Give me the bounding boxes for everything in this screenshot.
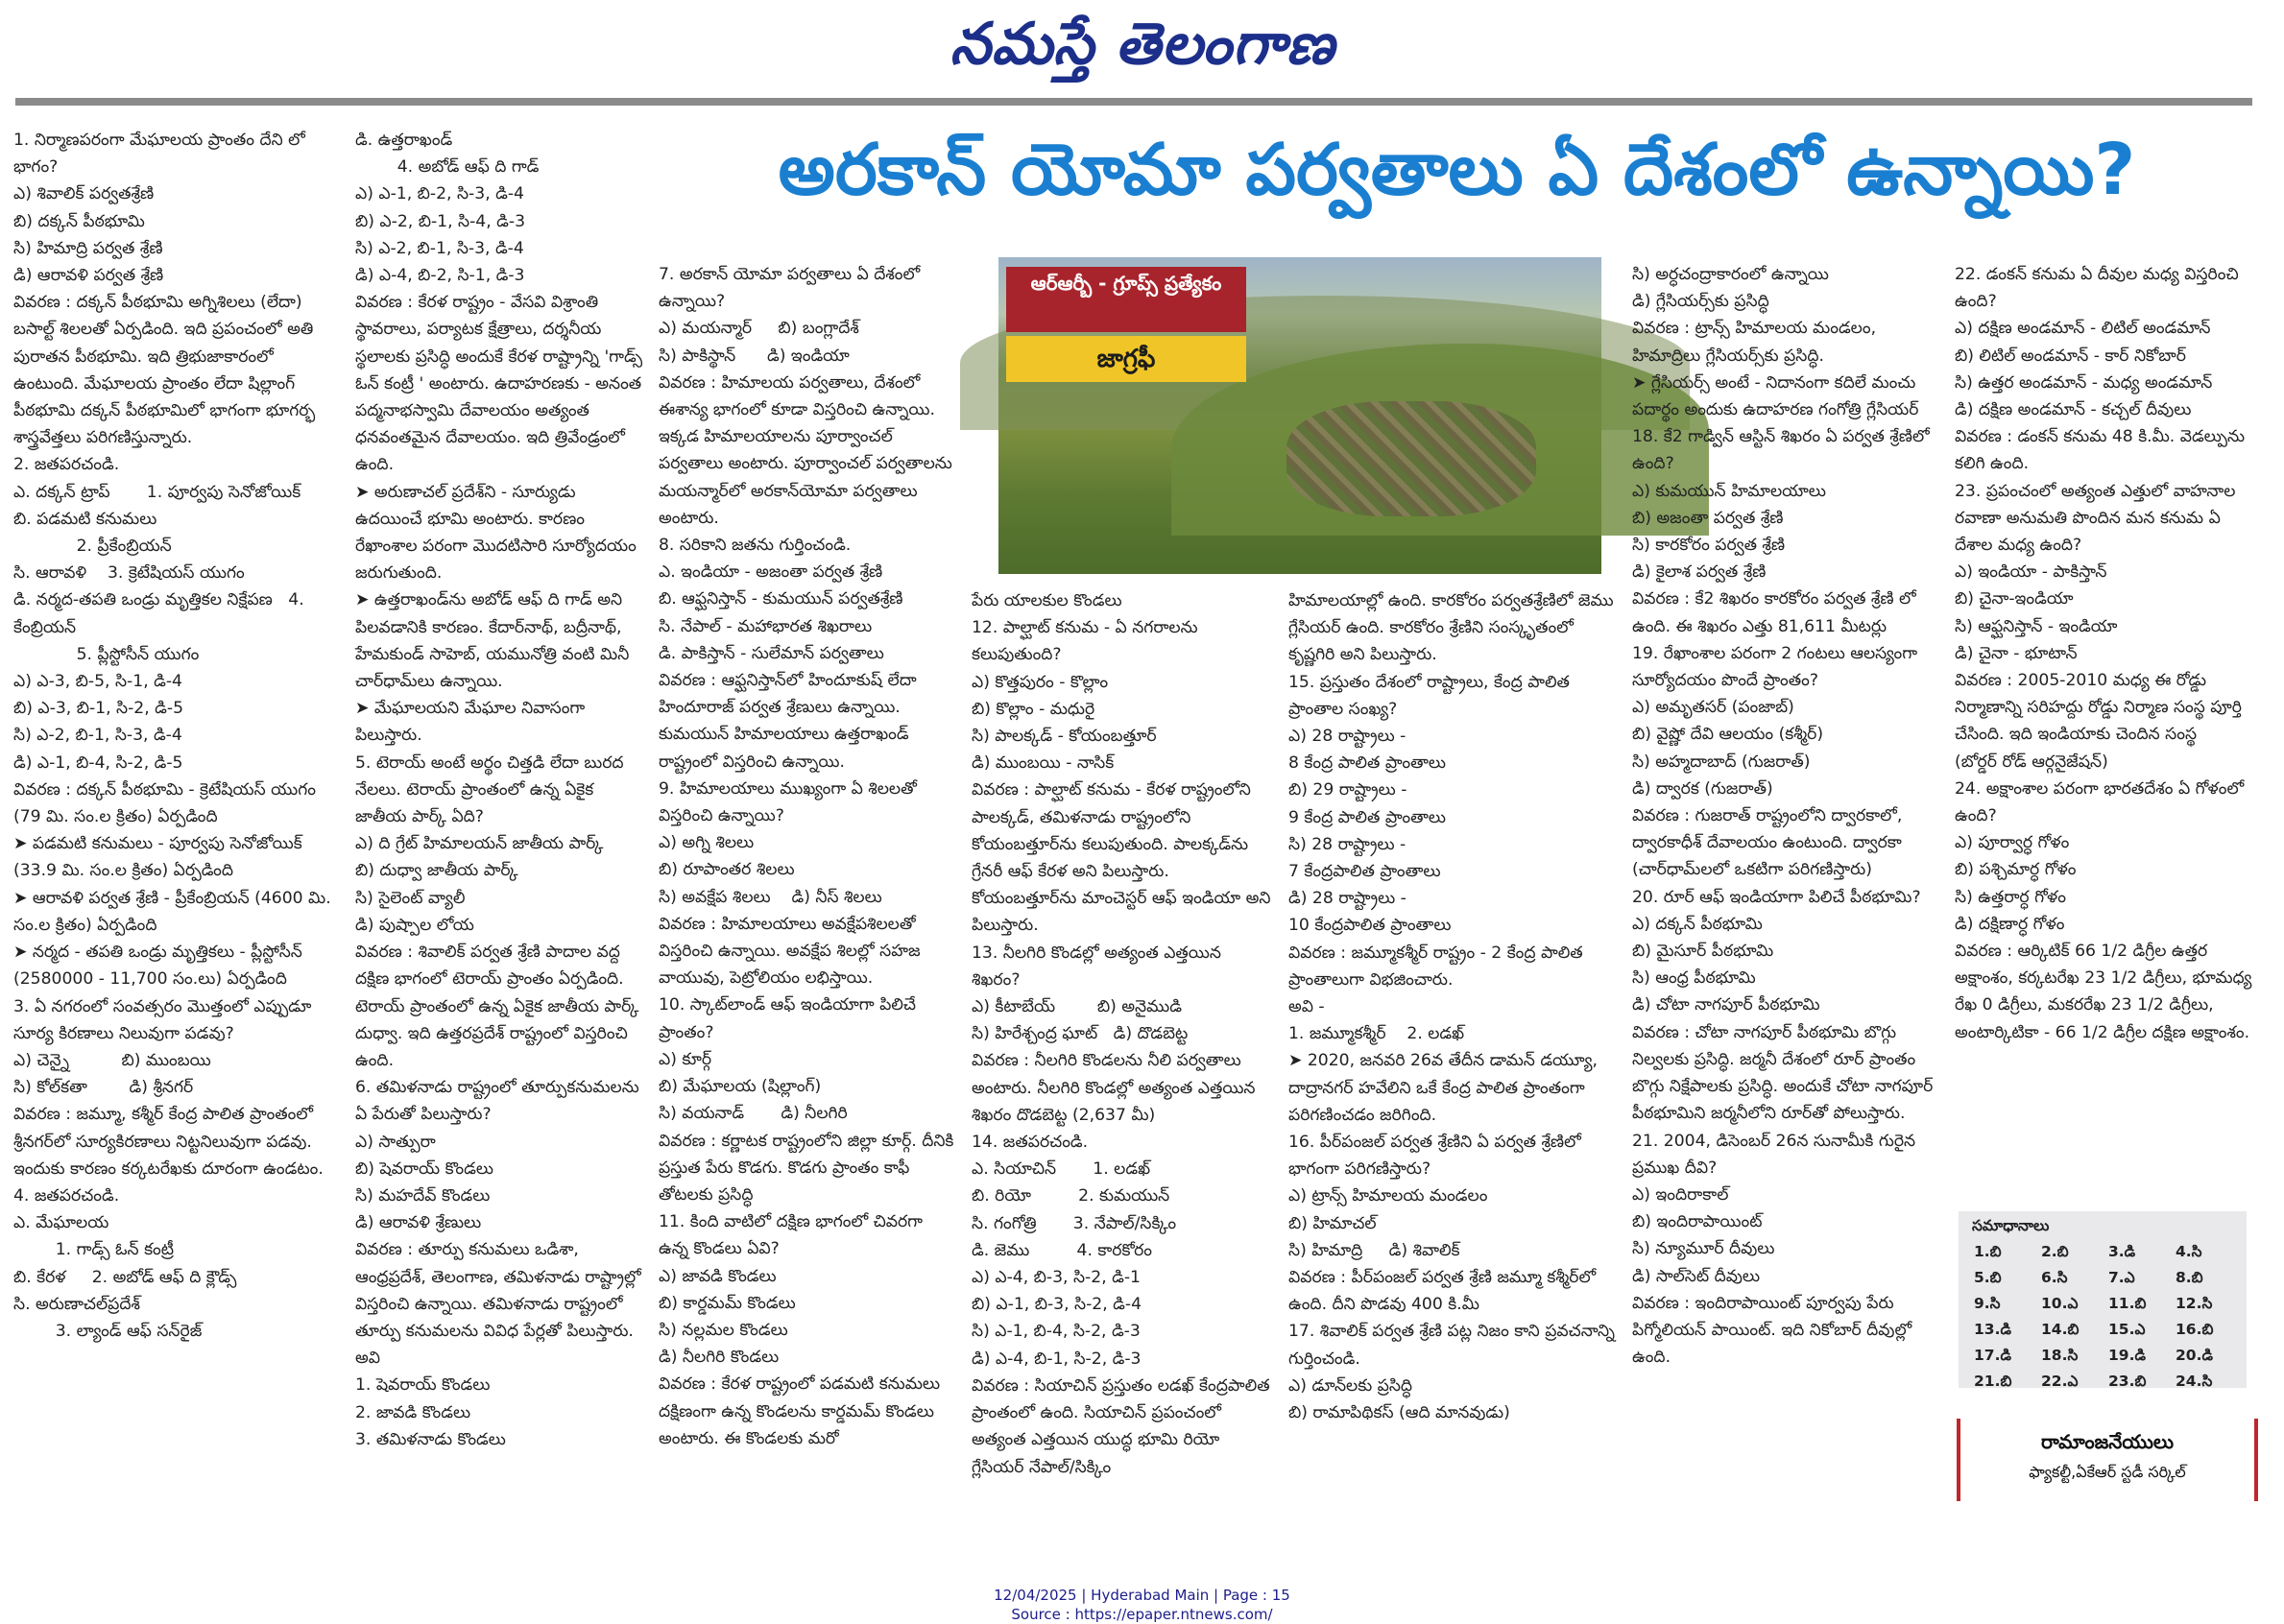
- answer-cell: 18.సి: [2041, 1346, 2079, 1364]
- column-text-line: 23. ప్రపంచంలో అత్యంత ఎత్తులో వాహనాల రవాణా అనుమతి పొందిన మన కనుమ ఏ దేశాల మధ్య ఉంది?: [1955, 481, 2241, 556]
- column-text-line: సి) ఎ-1, బి-4, సి-2, డి-3: [972, 1322, 1141, 1342]
- answer-cell: 1.బి: [1974, 1242, 2002, 1260]
- answer-cell: 19.డి: [2108, 1346, 2146, 1364]
- column-text-line: ➤ ఆరావళి పర్వత శ్రేణి - ప్రీకేంబ్రియన్ (4600 మి. సం.ల క్రితం) ఏర్పడింది: [13, 888, 337, 935]
- column-text-line: (బోర్డర్ రోడ్ ఆర్గనైజేషన్): [1955, 752, 2108, 772]
- column-text-line: బి) దక్కన్ పీఠభూమి: [13, 211, 145, 231]
- column-text-line: బి) దుధ్వా జాతీయ పార్క్: [355, 861, 518, 881]
- column-text-line: బి) ఎ-1, బి-3, సి-2, డి-4: [972, 1295, 1142, 1315]
- column-text-line: వివరణ : 2005-2010 మధ్య ఈ రోడ్డు నిర్మాణాన్ని సరిహద్దు రోడ్డు నిర్మాణ సంస్థ పూర్తి చేసింది. ఇది ఇండియాకు చెందిన సంస్థ: [1955, 671, 2248, 745]
- column-text-line: ఎ) కూర్గ్: [659, 1049, 712, 1069]
- column-text-line: డి) కైలాశ పర్వత శ్రేణి: [1632, 562, 1767, 583]
- column-text-line: ఎ) దక్కన్ పీఠభూమి: [1632, 914, 1763, 934]
- column-text-line: 24. అక్షాంశాల పరంగా భారతదేశం ఏ గోళంలో ఉంది?: [1955, 778, 2249, 826]
- section-tag: ఆర్ఆర్బీ - గ్రూప్స్ ప్రత్యేకం: [1006, 267, 1246, 332]
- column-text-line: ఎ) సాత్పురా: [355, 1132, 436, 1152]
- column-text-line: బి. కేరళ 2. అబోడ్ ఆఫ్ ది క్లౌడ్స్: [13, 1267, 237, 1287]
- column-text-line: 10. స్కాట్‌లాండ్ ఆఫ్ ఇండియాగా పిలిచే ప్రాంతం?: [659, 995, 922, 1042]
- column-text-line: 17. శివాలిక్ పర్వత శ్రేణి పట్ల నిజం కాని ప్రవచనాన్ని గుర్తించండి.: [1288, 1322, 1621, 1369]
- article-column-7: [1955, 261, 2257, 1211]
- column-text-line: డి) సాల్‌సెట్ దీవులు: [1632, 1266, 1761, 1286]
- column-text-line: డి) చోటా నాగపూర్ పీఠభూమి: [1632, 995, 1820, 1015]
- page-headline: అరకాన్ యోమా పర్వతాలు ఏ దేశంలో ఉన్నాయి?: [778, 129, 2136, 211]
- column-text-line: డి. ఉత్తరాఖండ్: [355, 131, 453, 150]
- column-text-line: బి) అజంతా పర్వత శ్రేణి: [1632, 508, 1784, 528]
- column-text-line: హిమాలయాల్లో ఉంది. కారకోరం పర్వతశ్రేణిలో జెము గ్లేసియర్ ఉంది. కారకోరం శ్రేణిని సంస్కృతంలో కృష్ణగిరి అని పిలుస్తారు.: [1288, 591, 1620, 665]
- column-text-line: బి) షెవరాయ్ కొండలు: [355, 1158, 493, 1179]
- column-text-line: 1. నిర్మాణపరంగా మేఘాలయ ప్రాంతం దేని లో భాగం?: [13, 131, 311, 178]
- column-text-line: 9. హిమాలయాలు ముఖ్యంగా ఏ శిలలతో విస్తరించి ఉన్నాయి?: [659, 778, 923, 826]
- article-column-2: [355, 127, 648, 1490]
- column-text-line: సి) ఉత్తర అండమాన్ - మధ్య అండమాన్: [1955, 372, 2213, 393]
- column-text-line: బి) రూపాంతర శిలలు: [659, 860, 795, 880]
- column-text-line: డి) ఆరావళి శ్రేణులు: [355, 1213, 482, 1233]
- author-credit: [1957, 1419, 2258, 1501]
- column-text-line: ఎ) అమృతసర్ (పంజాబ్): [1632, 698, 1794, 718]
- column-text-line: 1. గాడ్స్ ఓన్ కంట్రీ: [13, 1240, 175, 1260]
- column-text-line: వివరణ : దక్కన్ పీఠభూమి అగ్నిశిలలు (లేదా) బసాల్ట్ శిలలతో ఏర్పడింది. ఇది ప్రపంచంలో అతి పురాతన పీఠభూమి. ఇది త్రిభుజాకారంలో ఉంటుంది. మేఘాలయ ప్రాంతం లేదా షిల్లాంగ్ పీఠభూమి దక్కన్ పీఠభూమిలో భాగంగా భూగర్భ శాస్త్రవేత్తలు పరిగణిస్తున్నారు.: [13, 293, 321, 448]
- column-text-line: సి) వయనాడ్ డి) నీలగిరి: [659, 1104, 848, 1124]
- column-text-line: 5. ప్లీస్టోసీన్ యుగం: [13, 644, 200, 664]
- column-text-line: బి) 29 రాష్ట్రాలు -: [1288, 780, 1407, 800]
- column-text-line: వివరణ : దక్కన్ పీఠభూమి - క్రెటేషియస్ యుగం (79 మి. సం.ల క్రితం) ఏర్పడింది: [13, 779, 322, 827]
- answer-cell: 16.బి: [2176, 1320, 2214, 1338]
- column-text-line: ➤ 2020, జనవరి 26వ తేదీన డామన్ డయ్యూ, దాద్రానగర్ హవేలిని ఒకే కేంద్ర పాలిత ప్రాంతంగా పరిగణించడం జరిగింది.: [1288, 1051, 1603, 1125]
- column-text-line: బి. పడమటి కనుమలు: [13, 509, 157, 529]
- column-text-line: అవి -: [1288, 997, 1325, 1017]
- column-text-line: ఎ) డూన్‌లకు ప్రసిద్ధి: [1288, 1375, 1413, 1396]
- column-text-line: సి) హిరేశ్చంద్ర ఘాట్ డి) దొడబెట్ట: [972, 1024, 1189, 1044]
- column-text-line: 4. జతపరచండి.: [13, 1185, 120, 1206]
- column-text-line: వివరణ : డంకన్ కనుమ 48 కి.మీ. వెడల్పును కలిగి ఉంది.: [1955, 427, 2250, 474]
- column-text-line: బి) చైనా-ఇండియా: [1955, 589, 2074, 609]
- column-text-line: డి) ముంబయి - నాసిక్: [972, 753, 1115, 774]
- column-text-line: సి. నేపాల్ - మహాభారత శిఖరాలు: [659, 616, 873, 636]
- column-text-line: 8. సరికాని జతను గుర్తించండి.: [659, 536, 852, 556]
- column-text-line: 7 కేంద్రపాలిత ప్రాంతాలు: [1288, 862, 1441, 882]
- column-text-line: డి. జెము 4. కారకోరం: [972, 1240, 1152, 1260]
- answer-row: [1974, 1318, 2243, 1344]
- column-text-line: ➤ ఉత్తరాఖండ్‌ను అబోడ్ ఆఫ్ ది గాడ్ అని పిలవడానికి కారణం. కేదార్‌నాథ్, బద్రీనాథ్, హేమకుండ్ సాహెబ్, యమునోత్రి వంటి మినీ చార్‌ధామ్‌లు ఉన్నాయి.: [355, 590, 635, 692]
- column-text-line: సి) సైలెంట్ వ్యాలీ: [355, 888, 466, 908]
- column-text-line: ఎ) శివాలిక్ పర్వతశ్రేణి: [13, 184, 155, 204]
- column-text-line: 7. అరకాన్ యోమా పర్వతాలు ఏ దేశంలో ఉన్నాయి?: [659, 265, 926, 312]
- column-text-line: సి) అవక్షేప శిలలు డి) నీస్ శిలలు: [659, 887, 882, 907]
- column-text-line: ఎ) 28 రాష్ట్రాలు -: [1288, 727, 1406, 747]
- column-text-line: డి) ఎ-4, బి-1, సి-2, డి-3: [972, 1349, 1142, 1369]
- column-text-line: వివరణ : శివాలిక్ పర్వత శ్రేణి పాదాల వద్ద దక్షిణ భాగంలో టెరాయ్ ప్రాంతం ఏర్పడింది. టెరాయ్ ప్రాంతంలో ఉన్న ఏకైక జాతీయ పార్క్ దుధ్వా. ఇది ఉత్తరప్రదేశ్ రాష్ట్రంలో విస్తరించి ఉంది.: [355, 943, 644, 1070]
- column-text-line: 1. జమ్మూకశ్మీర్ 2. లడఖ్: [1288, 1024, 1465, 1044]
- column-text-line: ఎ) మయన్మార్ బి) బంగ్లాదేశ్: [659, 319, 859, 339]
- column-text-line: డి) నీలగిరి కొండలు: [659, 1348, 780, 1368]
- column-text-line: 16. పీర్‌పంజల్ పర్వత శ్రేణిని ఏ పర్వత శ్రేణిలో భాగంగా పరిగణిస్తారు?: [1288, 1133, 1587, 1180]
- column-text-line: బి) వైష్ణో దేవి ఆలయం (కశ్మీర్): [1632, 725, 1824, 745]
- column-text-line: 21. 2004, డిసెంబర్ 26న సునామీకి గురైన ప్రముఖ దీవి?: [1632, 1131, 1921, 1178]
- column-text-line: సి) ఎ-2, బి-1, సి-3, డి-4: [355, 238, 524, 258]
- column-text-line: సి) ఉత్తరార్ధ గోళం: [1955, 887, 2066, 907]
- answer-cell: 11.బి: [2108, 1294, 2147, 1312]
- answer-row: [1974, 1240, 2243, 1266]
- answer-cell: 7.ఎ: [2108, 1268, 2135, 1286]
- answer-cell: 10.ఎ: [2041, 1294, 2079, 1312]
- column-text-line: ➤ పడమటి కనుమలు - పూర్వపు సెనోజోయిక్ (33.9 మి. సం.ల క్రితం) ఏర్పడింది: [13, 834, 308, 881]
- answer-cell: 9.సి: [1974, 1294, 2001, 1312]
- column-text-line: సి) హిమాద్రి డి) శివాలిక్: [1288, 1240, 1460, 1260]
- column-text-line: ➤ అరుణాచల్ ప్రదేశ్‌ని - సూర్యుడు ఉదయించే భూమి అంటారు. కారణం రేఖాంశాల పరంగా మొదటిసారి సూర్యోదయం జరుగుతుంది.: [355, 482, 642, 584]
- column-text-line: ➤ నర్మద - తపతి ఒండ్రు మృత్తికలు - ప్లీస్టోసీన్ (2580000 - 11,700 సం.లు) ఏర్పడింది: [13, 943, 308, 990]
- column-text-line: వివరణ : సియాచిన్ ప్రస్తుతం లడఖ్ కేంద్రపాలిత ప్రాంతంలో ఉంది. సియాచిన్ ప్రపంచంలో అత్యంత ఎత్తయిన యుద్ధ భూమి రియో గ్లేసియర్ నేపాల్/సిక్కిం: [972, 1375, 1276, 1477]
- masthead: [0, 0, 2284, 88]
- column-text-line: 2. జావడి కొండలు: [355, 1402, 471, 1422]
- column-text-line: బి) మేఘాలయ (షిల్లాంగ్): [659, 1077, 822, 1097]
- column-text-line: ➤ గ్లేసియర్స్ అంటే - నిదానంగా కదిలే మంచు పదార్థం అందుకు ఉదాహరణ గంగోత్రి గ్లేసియర్: [1632, 372, 1921, 420]
- column-text-line: డి. పాకిస్తాన్ - సులేమాన్ పర్వతాలు: [659, 643, 884, 663]
- column-text-line: డి) ఎ-4, బి-2, సి-1, డి-3: [355, 266, 525, 286]
- column-text-line: వివరణ : తూర్పు కనుమలు ఒడిశా, ఆంధ్రప్రదేశ్, తెలంగాణ, తమిళనాడు రాష్ట్రాల్లో విస్తరించి ఉన్నాయి. తమిళనాడు రాష్ట్రంలో తూర్పు కనుమలను వివిధ పేర్లతో పిలుస్తారు. అవి: [355, 1240, 647, 1369]
- column-text-line: 15. ప్రస్తుతం దేశంలో రాష్ట్రాలు, కేంద్ర పాలిత ప్రాంతాల సంఖ్య?: [1288, 672, 1575, 719]
- column-text-line: ఎ. సియాచిన్ 1. లడఖ్: [972, 1159, 1151, 1180]
- answer-cell: 24.సి: [2176, 1372, 2213, 1390]
- column-text-line: 5. టెరాయ్ అంటే అర్థం చిత్తడి లేదా బురద నేలలు. టెరాయ్ ప్రాంతంలో ఉన్న ఏకైక జాతీయ పార్క్ ఏది?: [355, 752, 629, 827]
- answer-row: [1974, 1344, 2243, 1370]
- column-text-line: సి) కారకోరం పర్వత శ్రేణి: [1632, 536, 1786, 556]
- column-text-line: ఎ. ఇండియా - అజంతా పర్వత శ్రేణి: [659, 562, 883, 583]
- column-text-line: వివరణ : ఇందిరాపాయింట్ పూర్వపు పేరు పిగ్మోలియన్ పాయింట్. ఇది నికోబార్ దీవుల్లో ఉంది.: [1632, 1293, 1917, 1368]
- answer-cell: 12.సి: [2176, 1294, 2213, 1312]
- column-text-line: బి) పశ్చిమార్ధ గోళం: [1955, 860, 2077, 880]
- column-text-line: 1. షెవరాయ్ కొండలు: [355, 1375, 491, 1396]
- column-text-line: డి) ఎ-1, బి-4, సి-2, డి-5: [13, 752, 183, 773]
- column-text-line: 13. నీలగిరి కొండల్లో అత్యంత ఎత్తయిన శిఖరం?: [972, 943, 1227, 990]
- column-text-line: వివరణ : చోటా నాగపూర్ పీఠభూమి బొగ్గు నిల్వలకు ప్రసిద్ధి. జర్మనీ దేశంలో రూర్ ప్రాంతం బొగ్గు నిక్షేపాలకు ప్రసిద్ధి. అందుకే చోటా నాగపూర్ పీఠభూమిని జర్మనీలోని రూర్‌తో పోలుస్తారు.: [1632, 1022, 1938, 1124]
- column-text-line: 2. ప్రీకేంబ్రియన్: [13, 537, 172, 557]
- masthead-rule: [15, 98, 2252, 106]
- column-text-line: 11. కింది వాటిలో దక్షిణ భాగంలో చివరగా ఉన్న కొండలు ఏవి?: [659, 1212, 928, 1259]
- column-text-line: సి) ఆఫ్ఘనిస్తాన్ - ఇండియా: [1955, 616, 2118, 636]
- column-text-line: వివరణ : హిమాలయ పర్వతాలు, దేశంలో ఈశాన్య భాగంలో కూడా విస్తరించి ఉన్నాయి. ఇక్కడ హిమాలయాలను పూర్వాంచల్ పర్వతాలు అంటారు. పూర్వాంచల్ పర్వతాలను మయన్మార్‌లో అరకాన్‌యోమా పర్వతాలు అంటారు.: [659, 372, 958, 528]
- column-text-line: వివరణ : గుజరాత్ రాష్ట్రంలోని ద్వారకాలో, ద్వారకాధీశ్ దేవాలయం ఉంటుంది. ద్వారకా (చార్‌ధామ్‌లలో ఒకటిగా పరిగణిస్తారు): [1632, 806, 1908, 880]
- column-text-line: వివరణ : నీలగిరి కొండలను నీలి పర్వతాలు అంటారు. నీలగిరి కొండల్లో అత్యంత ఎత్తయిన శిఖరం దొడబెట్ట (2,637 మీ): [972, 1051, 1261, 1125]
- column-text-line: సి) పాలక్కడ్ - కోయంబత్తూర్: [972, 727, 1157, 747]
- answer-cell: 2.బి: [2041, 1242, 2069, 1260]
- column-text-line: 3. ల్యాండ్ ఆఫ్ సన్‌రైజ్: [13, 1321, 203, 1341]
- column-text-line: వివరణ : జమ్మూకశ్మీర్ రాష్ట్రం - 2 కేంద్ర పాలిత ప్రాంతాలుగా విభజించారు.: [1288, 943, 1589, 990]
- column-text-line: డి) గ్లేసియర్స్‌కు ప్రసిద్ధి: [1632, 292, 1769, 312]
- column-text-line: ఎ) పూర్వార్ధ గోళం: [1955, 833, 2070, 853]
- column-text-line: వివరణ : ఆర్కిటిక్ 66 1/2 డిగ్రీల ఉత్తర అక్షాంశం, కర్కటరేఖ 23 1/2 డిగ్రీలు, భూమధ్య రేఖ 0 డిగ్రీలు, మకరరేఖ 23 1/2 డిగ్రీలు, అంటార్కిటికా - 66 1/2 డిగ్రీల దక్షిణ అక్షాంశం.: [1955, 942, 2257, 1042]
- column-text-line: వివరణ : కర్ణాటక రాష్ట్రంలోని జిల్లా కూర్గ్. దీనికి ప్రస్తుత పేరు కొడగు. కొడగు ప్రాంతం కాఫీ తోటలకు ప్రసిద్ధి: [659, 1131, 959, 1205]
- column-text-line: డి) దక్షిణ అండమాన్ - కచ్చల్ దీవులు: [1955, 400, 2192, 420]
- column-text-line: 2. జతపరచండి.: [13, 455, 120, 475]
- column-text-line: ఎ) అగ్ని శిలలు: [659, 833, 755, 853]
- answer-key-table: [1974, 1240, 2243, 1396]
- column-text-line: ఎ) దక్షిణ అండమాన్ - లిటిల్ అండమాన్: [1955, 319, 2211, 339]
- answer-cell: 4.సి: [2176, 1242, 2202, 1260]
- author-name: రామాంజనేయులు: [2040, 1430, 2175, 1453]
- answer-key-box: [1959, 1211, 2247, 1388]
- column-text-line: బి. రియో 2. కుమయున్: [972, 1186, 1170, 1206]
- answer-cell: 15.ఎ: [2108, 1320, 2146, 1338]
- column-text-line: సి) కోల్‌కతా డి) శ్రీనగర్: [13, 1078, 194, 1098]
- answer-row: [1974, 1370, 2243, 1396]
- column-text-line: 4. అబోడ్ ఆఫ్ ది గాడ్: [355, 157, 540, 178]
- answer-row: [1974, 1266, 2243, 1292]
- column-text-line: సి. గంగోత్రి 3. నేపాల్/సిక్కిం: [972, 1213, 1177, 1233]
- column-text-line: 20. రూర్ ఆఫ్ ఇండియాగా పిలిచే పీఠభూమి?: [1632, 887, 1921, 907]
- column-text-line: వివరణ : ట్రాన్స్ హిమాలయ మండలం, హిమాద్రిలు గ్లేసియర్స్‌కు ప్రసిద్ధి.: [1632, 319, 1882, 366]
- column-text-line: డి) దక్షిణార్ధ గోళం: [1955, 914, 2065, 934]
- column-text-line: వివరణ : హిమాలయాలు అవక్షేపశిలలతో విస్తరించి ఉన్నాయి. అవక్షేప శిలల్లో సహజ వాయువు, పెట్రోలియం లభిస్తాయి.: [659, 914, 926, 989]
- column-text-line: ఎ) కొత్తపురం - కొల్లాం: [972, 672, 1109, 692]
- answer-cell: 5.బి: [1974, 1268, 2002, 1286]
- article-column-6: [1632, 261, 1949, 1490]
- article-column-4: [972, 587, 1276, 1490]
- column-text-line: ఎ) చెన్నై బి) ముంబయి: [13, 1050, 211, 1070]
- column-text-line: బి) కార్డమమ్ కొండలు: [659, 1293, 796, 1313]
- column-text-line: ఎ. మేఘాలయ: [13, 1213, 109, 1233]
- column-text-line: బి) లిటిల్ అండమాన్ - కార్ నికోబార్: [1955, 346, 2186, 366]
- answer-cell: 6.సి: [2041, 1268, 2068, 1286]
- answer-cell: 20.డి: [2176, 1346, 2213, 1364]
- column-text-line: వివరణ : కే2 శిఖరం కారకోరం పర్వత శ్రేణి లో ఉంది. ఈ శిఖరం ఎత్తు 81,611 మీటర్లు: [1632, 589, 1922, 636]
- column-text-line: సి) 28 రాష్ట్రాలు -: [1288, 834, 1406, 854]
- column-text-line: 8 కేంద్ర పాలిత ప్రాంతాలు: [1288, 753, 1447, 774]
- column-text-line: ఎ) ది గ్రేట్ హిమాలయన్ జాతీయ పార్క్: [355, 834, 604, 854]
- newspaper-logo: నమస్తే తెలంగాణ: [950, 11, 1335, 78]
- answer-key-title: సమాధానాలు: [1972, 1217, 2050, 1234]
- column-text-line: బి) ఎ-2, బి-1, సి-4, డి-3: [355, 211, 526, 231]
- column-text-line: డి) పుష్పాల లోయ: [355, 915, 474, 935]
- column-text-line: ఎ) కీటాబేయ్ బి) అనైముడి: [972, 997, 1182, 1017]
- column-text-line: డి) ద్వారక (గుజరాత్): [1632, 778, 1773, 799]
- article-column-3: [659, 261, 959, 1490]
- column-text-line: సి) నల్లమల కొండలు: [659, 1320, 788, 1340]
- column-text-line: సి) ఎ-2, బి-1, సి-3, డి-4: [13, 726, 182, 746]
- column-text-line: బి. ఆఫ్ఘనిస్తాన్ - కుమయున్ పర్వతశ్రేణి: [659, 589, 903, 609]
- column-text-line: 3. తమిళనాడు కొండలు: [355, 1429, 506, 1449]
- column-text-line: ఎ. దక్కన్ ట్రాప్ 1. పూర్వపు సెనోజోయిక్: [13, 482, 301, 502]
- answer-row: [1974, 1292, 2243, 1318]
- column-text-line: 6. తమిళనాడు రాష్ట్రంలో తూర్పుకనుమలను ఏ పేరుతో పిలుస్తారు?: [355, 1078, 645, 1125]
- column-text-line: సి) పాకిస్థాన్ డి) ఇండియా: [659, 346, 850, 366]
- subject-tag: జాగ్రఫీ: [1006, 336, 1246, 382]
- column-text-line: 9 కేంద్ర పాలిత ప్రాంతాలు: [1288, 807, 1447, 827]
- column-text-line: బి) రామాపిథికస్ (ఆది మానవుడు): [1288, 1403, 1510, 1423]
- column-text-line: బి) హిమాచల్: [1288, 1213, 1377, 1233]
- column-text-line: ఎ) ఇండియా - పాకిస్తాన్: [1955, 562, 2107, 583]
- footer-source-line: Source : https://epaper.ntnews.com/: [1011, 1606, 1273, 1623]
- column-text-line: వివరణ : కేరళ రాష్ట్రం - వేసవి విశ్రాంతి స్థావరాలు, పర్యాటక క్షేత్రాలు, దర్శనీయ స్థలాలకు ప్రసిద్ధి అందుకే కేరళ రాష్ట్రాన్ని 'గాడ్స్ ఓన్ కంట్రీ ' అంటారు. ఉదాహరణకు - అనంత పద్మనాభస్వామి దేవాలయం అత్యంత ధనవంతమైన దేవాలయం. ఇది త్రివేండ్రంలో ఉంది.: [355, 293, 648, 475]
- column-text-line: సి. అరుణాచల్‌ప్రదేశ్: [13, 1294, 140, 1314]
- column-text-line: సి) మహదేవ్ కొండలు: [355, 1185, 491, 1206]
- column-text-line: డి) 28 రాష్ట్రాలు -: [1288, 889, 1406, 909]
- column-text-line: వివరణ : జమ్మూ, కశ్మీర్ కేంద్ర పాలిత ప్రాంతంలో శ్రీనగర్‌లో సూర్యకిరణాలు నిట్టనిలువుగా పడవు. ఇందుకు కారణం కర్కటరేఖకు దూరంగా ఉండటం.: [13, 1105, 324, 1179]
- column-text-line: ఎ) ట్రాన్స్ హిమాలయ మండలం: [1288, 1186, 1488, 1206]
- column-text-line: 3. ఏ నగరంలో సంవత్సరం మొత్తంలో ఎప్పుడూ సూర్య కిరణాలు నిలువుగా పడవు?: [13, 996, 317, 1043]
- column-text-line: 12. పాల్ఘాట్ కనుమ - ఏ నగరాలను కలుపుతుంది?: [972, 618, 1204, 665]
- column-text-line: ఎ) జావడి కొండలు: [659, 1266, 777, 1286]
- answer-cell: 23.బి: [2108, 1372, 2147, 1390]
- column-text-line: ఎ) ఎ-4, బి-3, సి-2, డి-1: [972, 1268, 1141, 1288]
- column-text-line: బి) ఇందిరాపాయింట్: [1632, 1212, 1763, 1232]
- answer-cell: 14.బి: [2041, 1320, 2080, 1338]
- answer-cell: 8.బి: [2176, 1268, 2203, 1286]
- photo-village: [1286, 401, 1536, 516]
- column-text-line: ➤ మేఘాలయని మేఘాల నివాసంగా పిలుస్తారు.: [355, 699, 590, 746]
- column-text-line: సి) హిమాద్రి పర్వత శ్రేణి: [13, 238, 163, 258]
- answer-cell: 17.డి: [1974, 1346, 2011, 1364]
- column-text-line: వివరణ : పీర్‌పంజల్ పర్వత శ్రేణి జమ్మూ కశ్మీర్‌లో ఉంది. దీని పొడవు 400 కి.మీ: [1288, 1268, 1601, 1315]
- column-text-line: సి) అహ్మదాబాద్ (గుజరాత్): [1632, 752, 1811, 772]
- column-text-line: డి) చైనా - భూటాన్: [1955, 643, 2078, 663]
- answer-cell: 22.ఎ: [2041, 1372, 2079, 1390]
- column-text-line: సి) ఆంధ్ర పీఠభూమి: [1632, 968, 1756, 989]
- column-text-line: సి) అర్ధచంద్రాకారంలో ఉన్నాయి: [1632, 265, 1829, 284]
- column-text-line: 22. డంకన్ కనుమ ఏ దీవుల మధ్య విస్తరించి ఉంది?: [1955, 265, 2245, 312]
- column-text-line: వివరణ : పాల్ఘాట్ కనుమ - కేరళ రాష్ట్రంలోని పాలక్కడ్, తమిళనాడు రాష్ట్రంలోని కోయంబత్తూర్‌ను కలుపుతుంది. పాలక్కడ్‌ను గ్రేనరీ ఆఫ్ కేరళ అని పిలుస్తారు. కోయంబత్తూర్‌ను మాంచెస్టర్ ఆఫ్ ఇండియా అని పిలుస్తారు.: [972, 780, 1276, 936]
- column-text-line: 18. కే2 గాడ్విన్ ఆస్టిన్ శిఖరం ఏ పర్వత శ్రేణిలో ఉంది?: [1632, 427, 1935, 474]
- column-text-line: వివరణ : కేరళ రాష్ట్రంలో పడమటి కనుమలు దక్షిణంగా ఉన్న కొండలను కార్డమమ్ కొండలు అంటారు. ఈ కొండలకు మరో: [659, 1374, 946, 1448]
- article-column-5: [1288, 587, 1623, 1490]
- answer-cell: 13.డి: [1974, 1320, 2011, 1338]
- column-text-line: ఎ) ఎ-3, బి-5, సి-1, డి-4: [13, 672, 182, 692]
- footer-edition-line: 12/04/2025 | Hyderabad Main | Page : 15: [994, 1587, 1290, 1604]
- column-text-line: డి) ఆరావళి పర్వత శ్రేణి: [13, 266, 164, 286]
- page-footer: [0, 1586, 2284, 1624]
- column-text-line: 19. రేఖాంశాల పరంగా 2 గంటలు ఆలస్యంగా సూర్యోదయం పొందే ప్రాంతం?: [1632, 643, 1923, 691]
- author-organization: ఫ్యాకల్టీ,ఏకేఆర్ స్టడీ సర్కిల్: [2029, 1463, 2186, 1481]
- column-text-line: పేరు యాలకుల కొండలు: [972, 591, 1122, 610]
- column-text-line: బి) ఎ-3, బి-1, సి-2, డి-5: [13, 699, 184, 719]
- article-column-1: [13, 127, 340, 1490]
- column-text-line: బి) కొల్లాం - మధురై: [972, 699, 1095, 719]
- answer-cell: 3.డి: [2108, 1242, 2136, 1260]
- column-text-line: ఎ) కుమయున్ హిమాలయాలు: [1632, 481, 1826, 501]
- column-text-line: వివరణ : ఆఫ్ఘనిస్తాన్‌లో హిందూకుష్ లేదా హిందూరాజ్ పర్వత శ్రేణులు ఉన్నాయి. కుమయున్ హిమాలయాలు ఉత్తరాఖండ్ రాష్ట్రంలో విస్తరించి ఉన్నాయి.: [659, 671, 923, 772]
- column-text-line: 14. జతపరచండి.: [972, 1133, 1089, 1153]
- column-text-line: ఎ) ఎ-1, బి-2, సి-3, డి-4: [355, 184, 524, 204]
- column-text-line: ఎ) ఇందిరాకాల్: [1632, 1184, 1729, 1205]
- column-text-line: 10 కేంద్రపాలిత ప్రాంతాలు: [1288, 916, 1452, 936]
- column-text-line: బి) మైసూర్ పీఠభూమి: [1632, 942, 1774, 962]
- column-text-line: సి. ఆరావళి 3. క్రెటేషియస్ యుగం: [13, 563, 245, 584]
- column-text-line: సి) న్యూమూర్ దీవులు: [1632, 1239, 1775, 1259]
- column-text-line: డి. నర్మద-తపతి ఒండ్రు మృత్తికల నిక్షేపణ 4. కేంబ్రియన్: [13, 590, 310, 637]
- answer-cell: 21.బి: [1974, 1372, 2012, 1390]
